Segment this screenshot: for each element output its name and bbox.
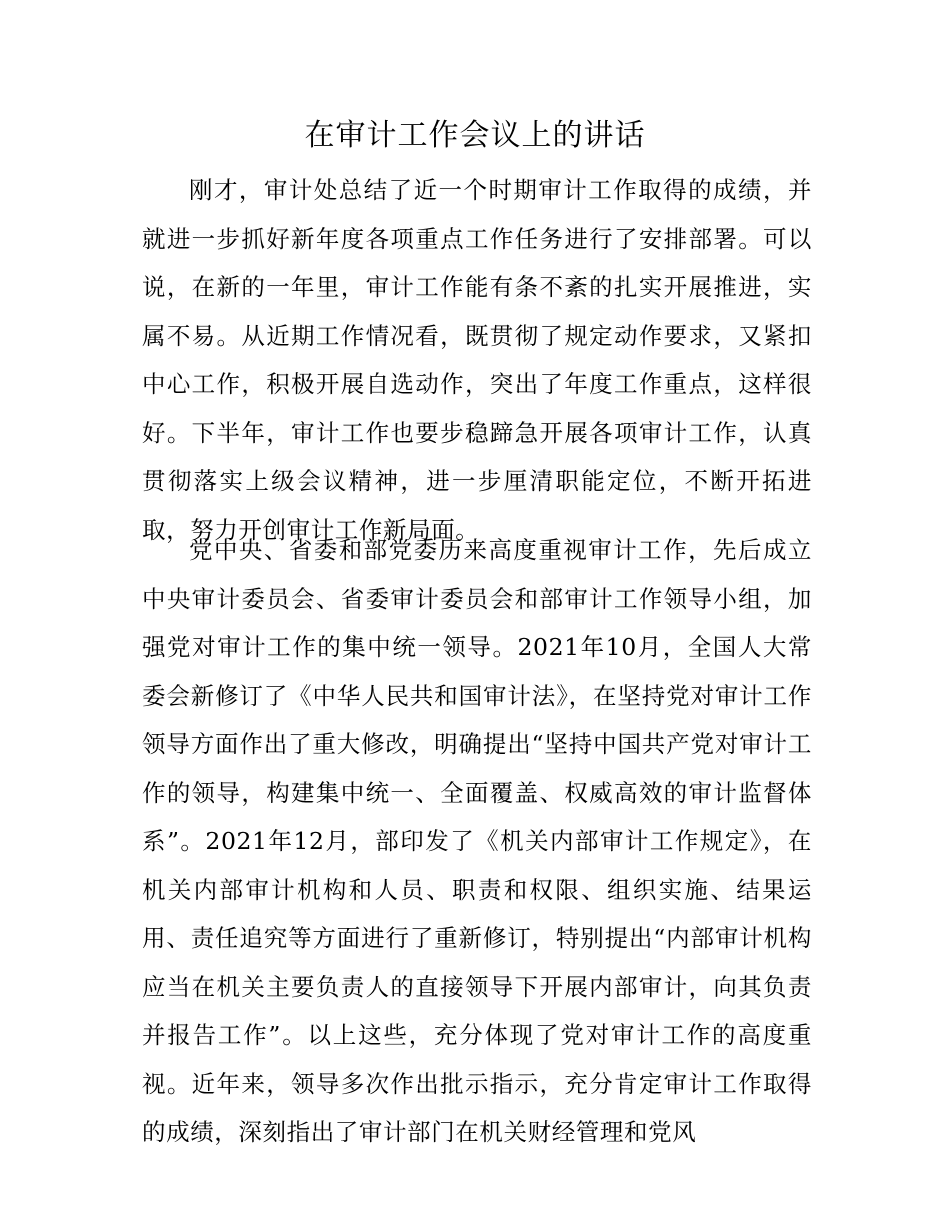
- body-paragraph-1: 刚才，审计处总结了近一个时期审计工作取得的成绩，并就进一步抓好新年度各项重点工作任务进行了安排部署。可以说，在新的一年里，审计工作能有条不紊的扎实开展推进，实属不易。从近期工作情况看，既贯彻了规定动作要求，又紧扣中心工作，积极开展自选动作，突出了年度工作重点，这样很好。下半年，审计工作也要步稳蹄急开展各项审计工作，认真贯彻落实上级会议精神，进一步厘清职能定位，不断开拓进取，努力开创审计工作新局面。: [142, 176, 812, 544]
- body-paragraph-2: 党中央、省委和部党委历来高度重视审计工作，先后成立中央审计委员会、省委审计委员会和部审计工作领导小组，加强党对审计工作的集中统一领导。2021年10月，全国人大常委会新修订了《中华人民共和国审计法》，在坚持党对审计工作领导方面作出了重大修改，明确提出“坚持中国共产党对审计工作的领导，构建集中统一、全面覆盖、权威高效的审计监督体系”。2021年12月，部印发了《机关内部审计工作规定》，在机关内部审计机构和人员、职责和权限、组织实施、结果运用、责任追究等方面进行了重新修订，特别提出“内部审计机构应当在机关主要负责人的直接领导下开展内部审计，向其负责并报告工作”。以上这些，充分体现了党对审计工作的高度重视。近年来，领导多次作出批示指示，充分肯定审计工作取得的成绩，深刻指出了审计部门在机关财经管理和党风: [142, 536, 812, 1146]
- document-title: 在审计工作会议上的讲话: [304, 118, 646, 153]
